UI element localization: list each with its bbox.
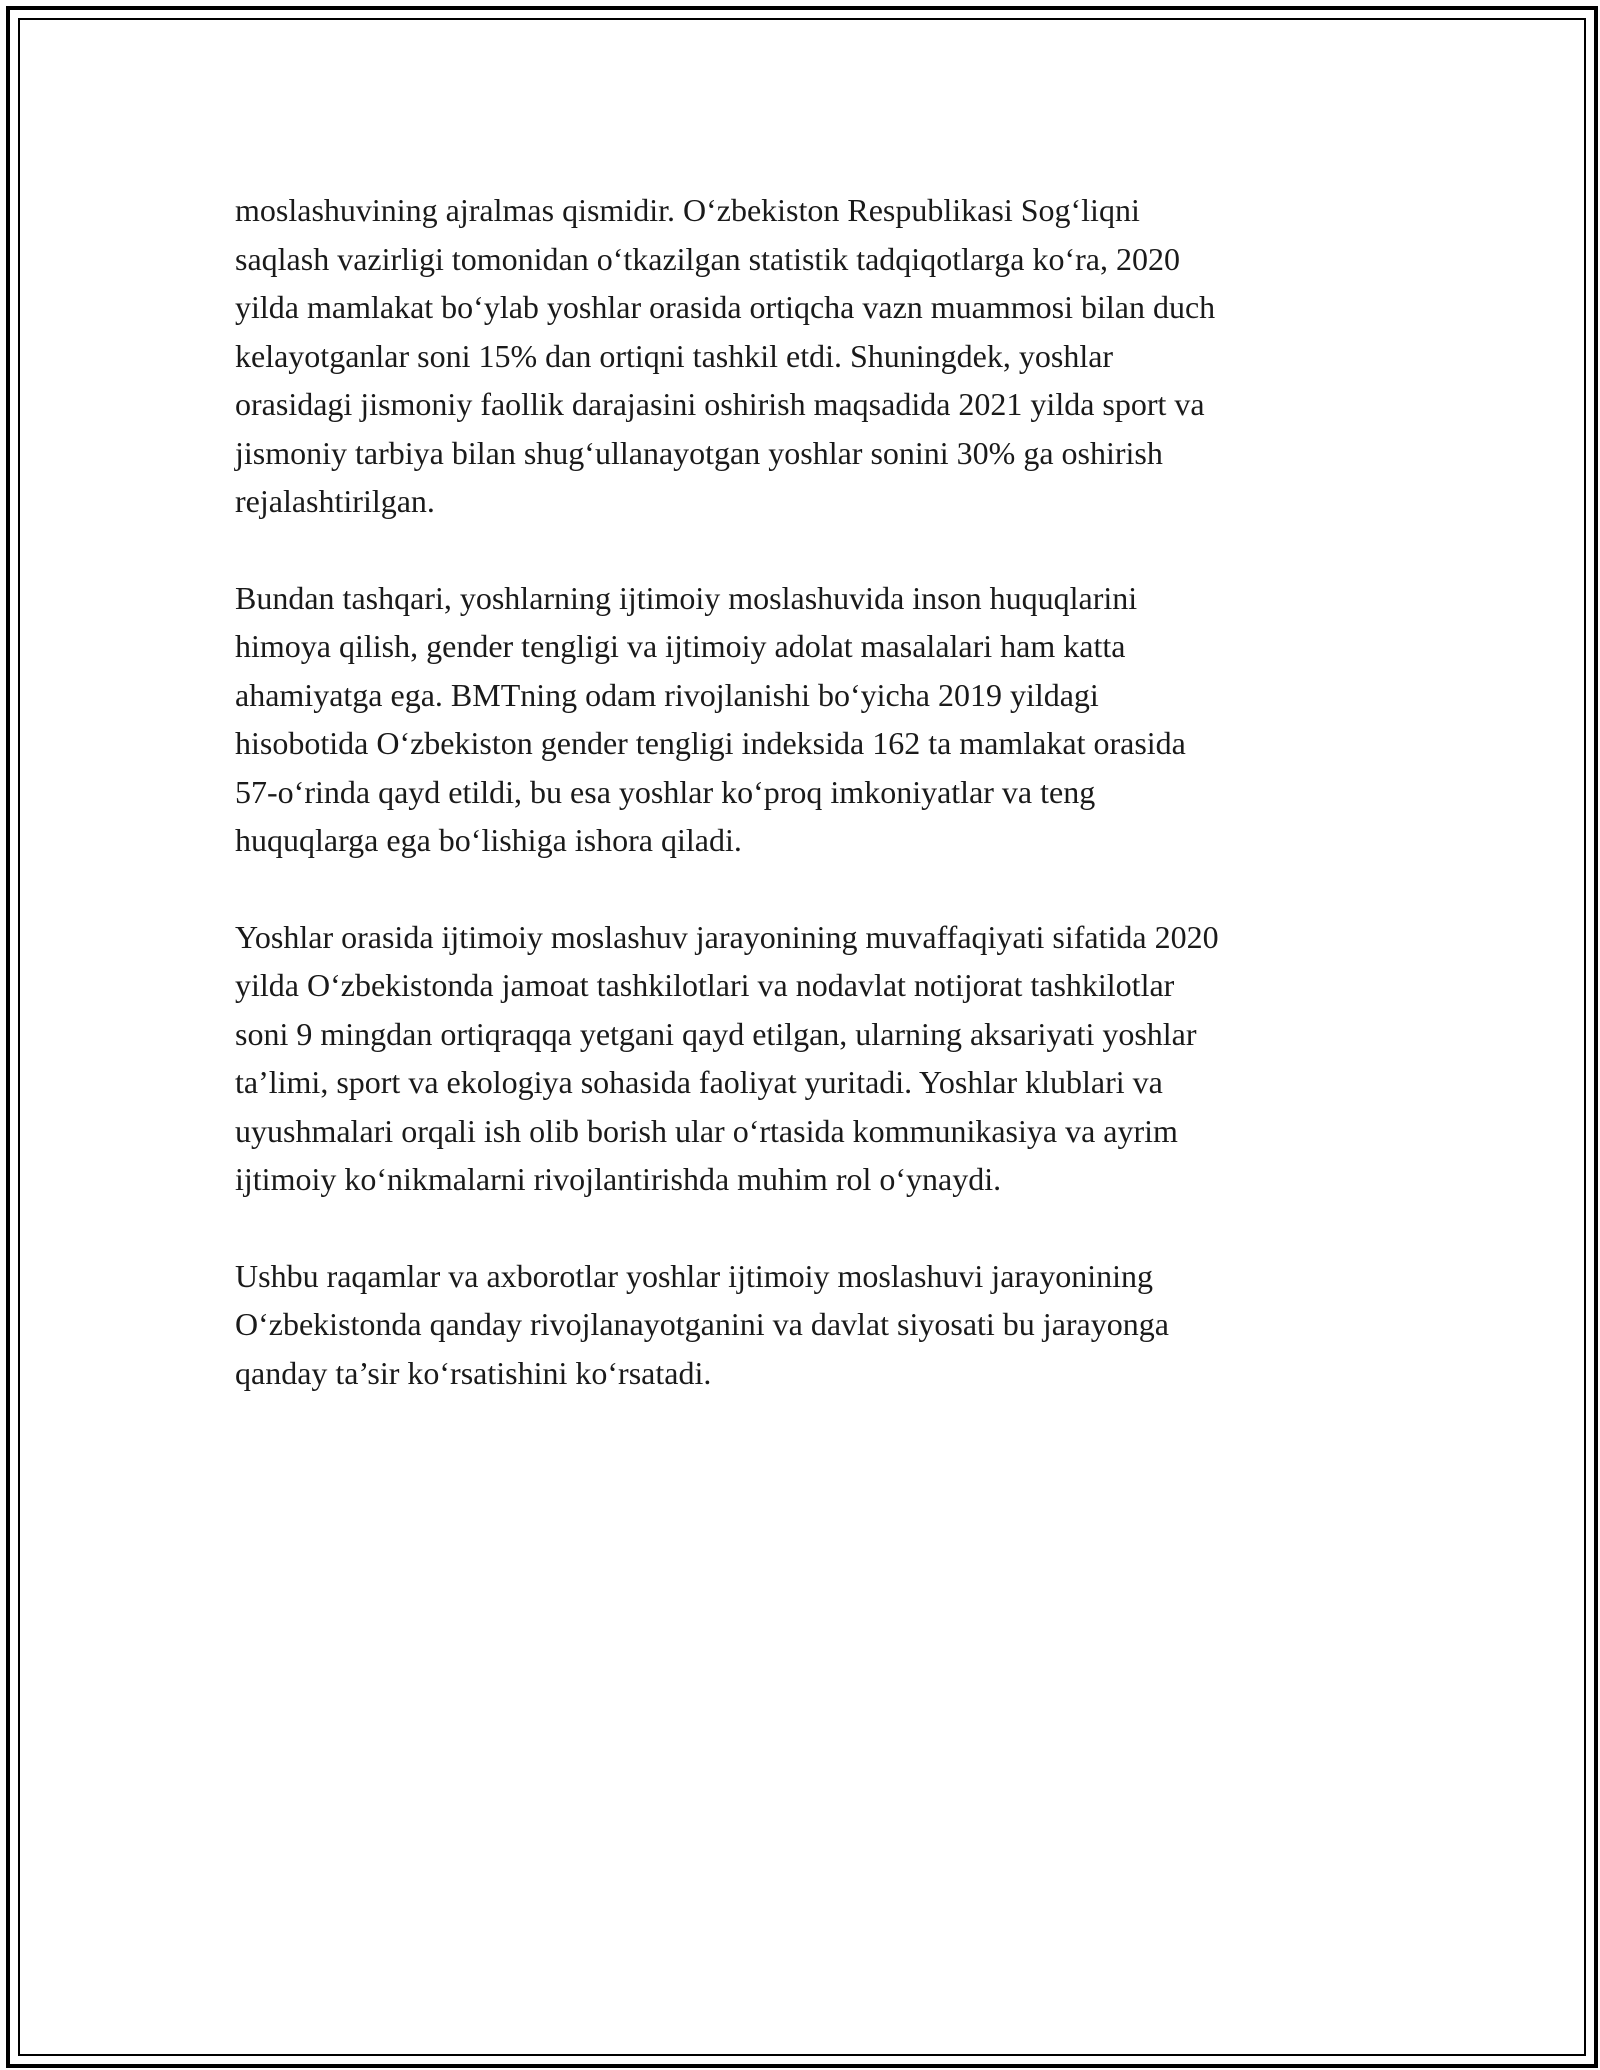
text-line: huquqlarga ega bo‘lishiga ishora qiladi. bbox=[235, 822, 742, 858]
text-line: ahamiyatga ega. BMTning odam rivojlanishi bo‘yicha 2019 yildagi bbox=[235, 676, 1099, 713]
paragraph-organizations bbox=[235, 913, 1385, 1204]
text-line: orasidagi jismoniy faollik darajasini oshirish maqsadida 2021 yilda sport va bbox=[235, 386, 1205, 422]
text-line: rejalashtirilgan. bbox=[235, 483, 435, 519]
text-line: jismoniy tarbiya bilan shug‘ullanayotgan yoshlar sonini 30% ga oshirish bbox=[235, 434, 1163, 471]
text-line: qanday ta’sir ko‘rsatishini ko‘rsatadi. bbox=[235, 1354, 712, 1391]
text-line: Ushbu raqamlar va axborotlar yoshlar ijtimoiy moslashuvi jarayonining bbox=[235, 1257, 1154, 1294]
text-line: ta’limi, sport va ekologiya sohasida faoliyat yuritadi. Yoshlar klublari va bbox=[235, 1064, 1163, 1100]
paragraph-health-statistics bbox=[235, 186, 1385, 526]
text-line: yilda mamlakat bo‘ylab yoshlar orasida ortiqcha vazn muammosi bilan duch bbox=[235, 289, 1216, 325]
text-line: uyushmalari orqali ish olib borish ular o‘rtasida kommunikasiya va ayrim bbox=[235, 1112, 1178, 1149]
text-line: himoya qilish, gender tengligi va ijtimoiy adolat masalalari ham katta bbox=[235, 628, 1126, 664]
text-line: moslashuvining ajralmas qismidir. O‘zbekiston Respublikasi Sog‘liqni bbox=[235, 192, 1140, 228]
text-line: kelayotganlar soni 15% dan ortiqni tashkil etdi. Shuningdek, yoshlar bbox=[235, 337, 1114, 374]
text-line: hisobotida O‘zbekiston gender tengligi indeksida 162 ta mamlakat orasida bbox=[235, 725, 1186, 761]
text-line: ijtimoiy ko‘nikmalarni rivojlantirishda muhim rol o‘ynaydi. bbox=[235, 1161, 1002, 1197]
text-line: Bundan tashqari, yoshlarning ijtimoiy moslashuvida inson huquqlarini bbox=[235, 579, 1138, 616]
text-line: O‘zbekistonda qanday rivojlanayotganini va davlat siyosati bu jarayonga bbox=[235, 1306, 1169, 1342]
text-line: saqlash vazirligi tomonidan o‘tkazilgan statistik tadqiqotlarga ko‘ra, 2020 bbox=[235, 240, 1180, 277]
text-line: soni 9 mingdan ortiqraqqa yetgani qayd etilgan, ularning aksariyati yoshlar bbox=[235, 1015, 1197, 1052]
text-line: yilda O‘zbekistonda jamoat tashkilotlari va nodavlat notijorat tashkilotlar bbox=[235, 967, 1175, 1003]
paragraph-conclusion bbox=[235, 1252, 1385, 1398]
text-line: Yoshlar orasida ijtimoiy moslashuv jarayonining muvaffaqiyati sifatida 2020 bbox=[235, 918, 1219, 955]
paragraph-human-rights bbox=[235, 574, 1385, 865]
text-line: 57-o‘rinda qayd etildi, bu esa yoshlar ko‘proq imkoniyatlar va teng bbox=[235, 773, 1096, 810]
document-body bbox=[235, 186, 1385, 1445]
